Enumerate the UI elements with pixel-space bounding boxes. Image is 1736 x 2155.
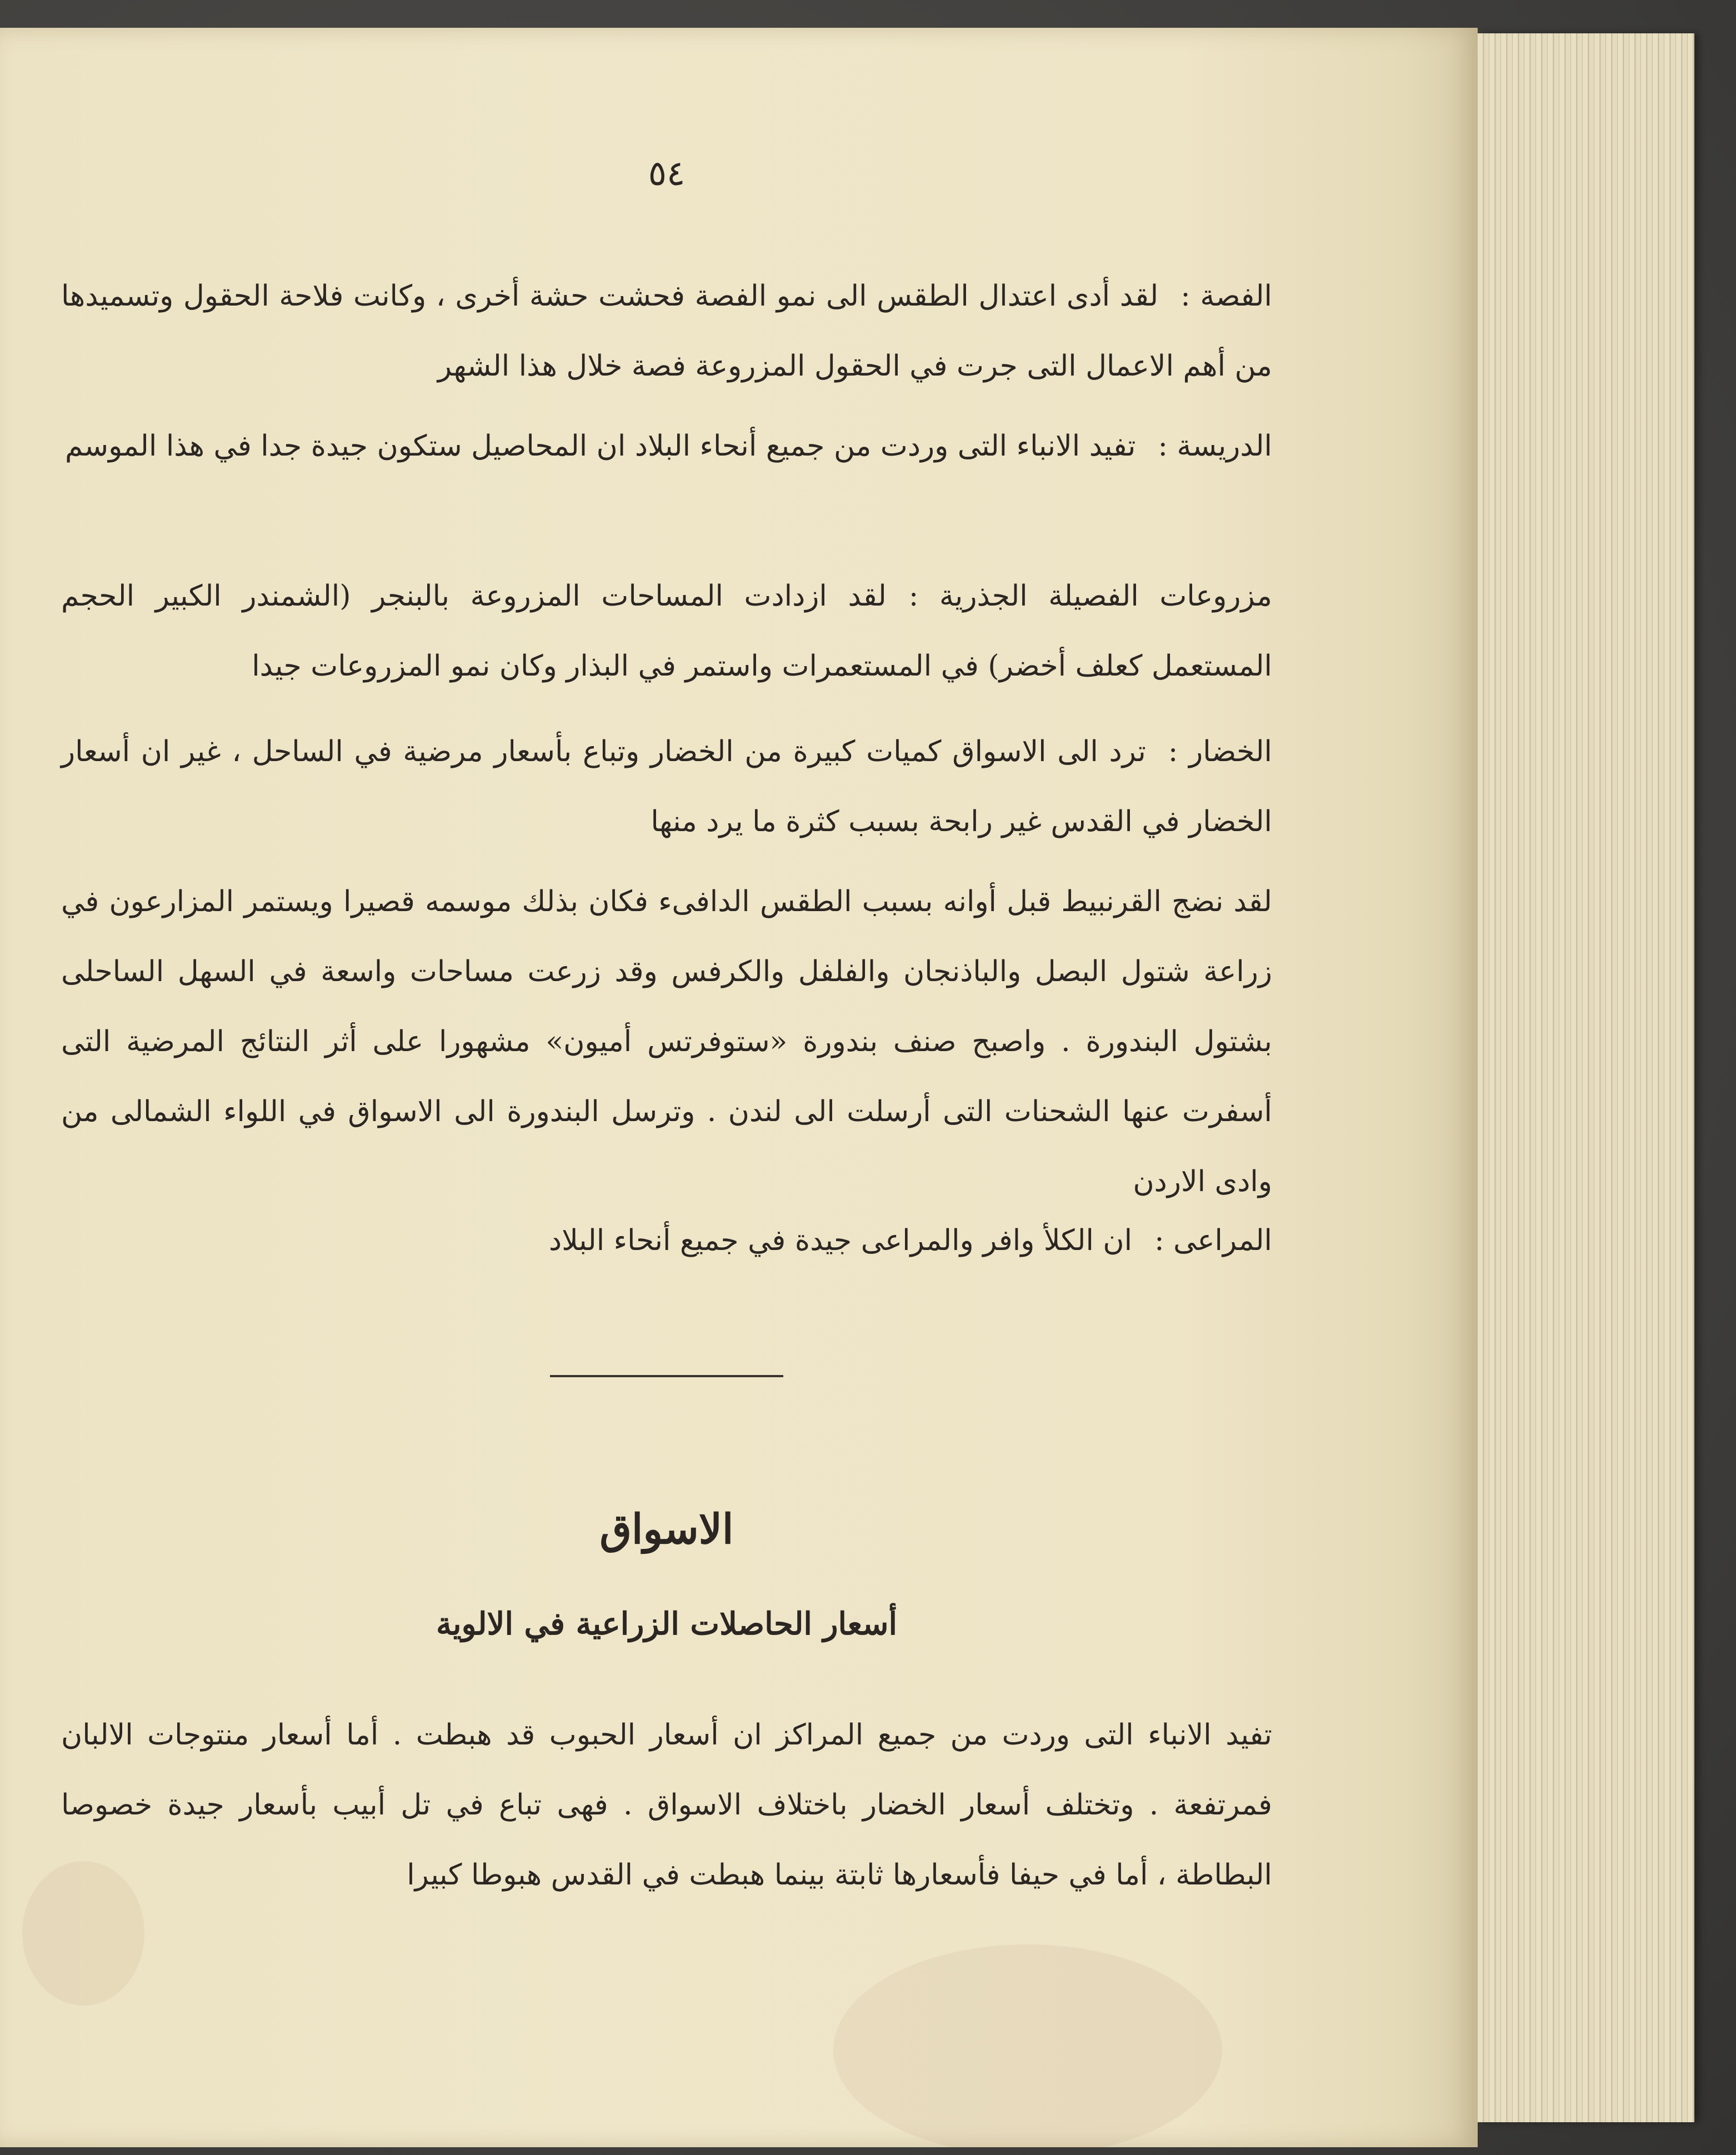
section-divider [550, 1375, 783, 1377]
paragraph-hay [61, 411, 1350, 481]
page-edges [1478, 33, 1694, 2122]
paragraph-pastures [61, 1206, 1350, 1276]
paragraph-text: لقد ازدادت المساحات المزروعة بالبنجر (الشمندر الكبير الحجم المستعمل كعلف أخضر) في المستعمرات واستمر في البذار وكان نمو المزروعات جيدا [61, 579, 1272, 683]
paragraph-text: لقد نضج القرنبيط قبل أوانه بسبب الطقس الدافىء فكان بذلك موسمه قصيرا ويستمر المزارعون في زراعة شتول البصل والباذنجان والفلفل والكرفس وقد زرعت مساحات واسعة في السهل الساحلى بشتول البندورة . واصبح صنف بندورة «ستوفرتس أميون» مشهورا على أثر النتائج المرضية التى أسفرت عنها الشحنات التى أرسلت الى لندن . وترسل البندورة الى الاسواق في اللواء الشمالى من وادى الاردن [61, 885, 1273, 1198]
paragraph-text: ان الكلأ وافر والمراعى جيدة في جميع أنحاء البلاد [548, 1224, 1133, 1257]
paragraph-vegetables [61, 717, 1350, 857]
section-subtitle: أسعار الحاصلات الزراعية في الالوية [436, 1606, 898, 1642]
paragraph-label: مزروعات الفصيلة الجذرية : [908, 579, 1272, 613]
section-title: الاسواق [599, 1506, 734, 1553]
book-page [0, 28, 1478, 2147]
paragraph-text: ترد الى الاسواق كميات كبيرة من الخضار وتباع بأسعار مرضية في الساحل ، غير ان أسعار الخضار في القدس غير رابحة بسبب كثرة ما يرد منها [61, 735, 1272, 838]
paragraph-label: الخضار : [1168, 735, 1272, 768]
paragraph-market-prices: تفيد الانباء التى وردت من جميع المراكز ان أسعار الحبوب قد هبطت . أما أسعار منتوجات الالبان فمرتفعة . وتختلف أسعار الخضار باختلاف الاسواق . فهى تباع في تل أبيب بأسعار جيدة خصوصا البطاطة ، أما في حيفا فأسعارها ثابتة بينما هبطت في القدس هبوطا كبيرا [61, 1718, 1272, 1892]
paragraph-text: لقد أدى اعتدال الطقس الى نمو الفصة فحشت حشة أخرى ، وكانت فلاحة الحقول وتسميدها من أهم الاعمال التى جرت في الحقول المزروعة فصة خلال هذا الشهر [61, 279, 1272, 383]
paragraph-text: تفيد الانباء التى وردت من جميع أنحاء البلاد ان المحاصيل ستكون جيدة جدا في هذا الموسم [64, 429, 1136, 463]
paragraph-label: الدريسة : [1158, 429, 1272, 463]
page-number: ٥٤ [648, 153, 686, 193]
paragraph-cauliflower [61, 867, 1350, 1217]
paragraph-label: المراعى : [1154, 1224, 1272, 1257]
paper-stain [833, 1944, 1222, 2147]
paragraph-label: الفصة : [1180, 279, 1272, 313]
paragraph-alfalfa [61, 261, 1350, 401]
paragraph-root-crops [61, 561, 1350, 701]
